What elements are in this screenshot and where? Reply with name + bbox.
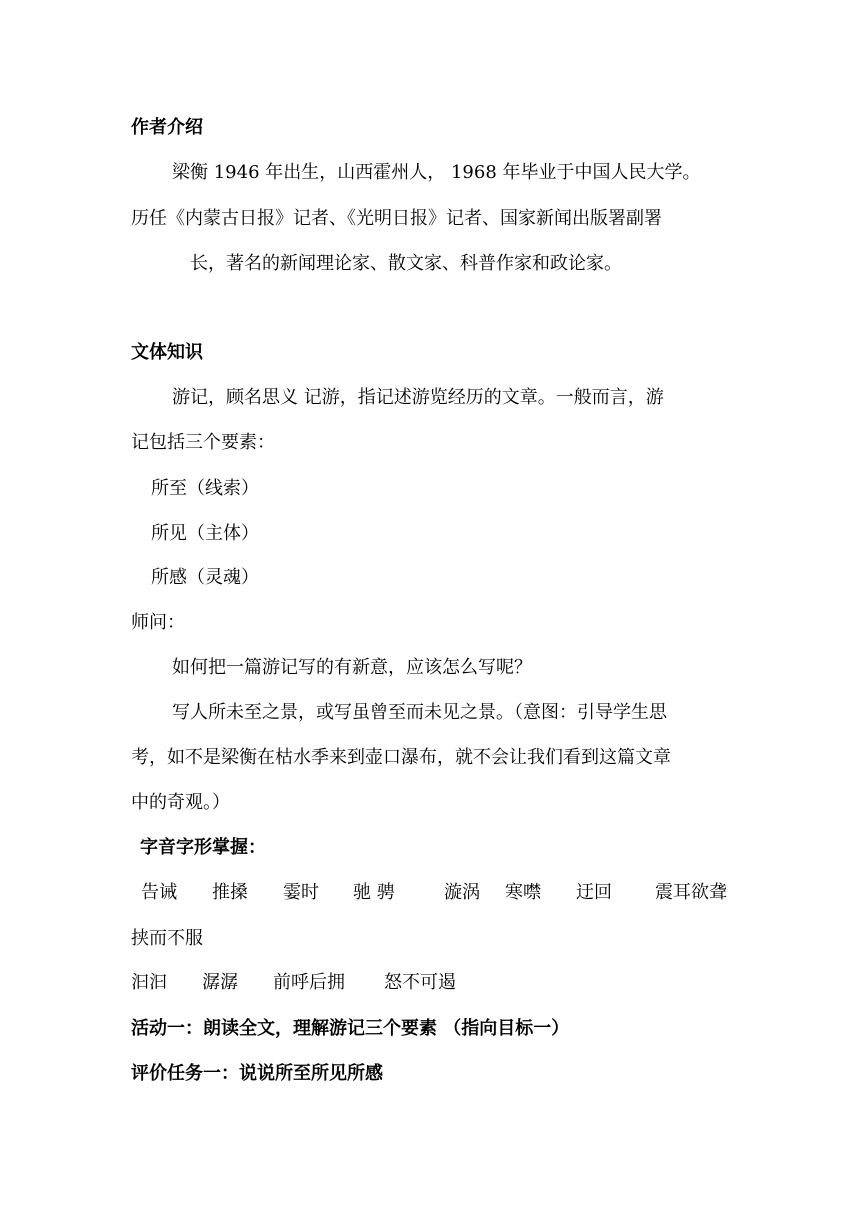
vocab-word: 驰 骋 (353, 882, 395, 903)
vocab-word: 漩涡 (444, 882, 480, 903)
vocab-word: 潺潺 (202, 972, 238, 993)
vocab-word: 汩汩 (131, 972, 167, 993)
activity-title: 活动一：朗读全文，理解游记三个要素 （指向目标一） (131, 1018, 570, 1039)
vocab-row-2: 挟而不服 (131, 928, 203, 949)
vocab-word: 迂回 (576, 882, 612, 903)
genre-line-1: 游记，顾名思义 记游，指记述游览经历的文章。一般而言，游 (172, 387, 664, 408)
author-line-1: 梁衡 1946 年出生，山西霍州人， 1968 年毕业于中国人民大学。 (172, 162, 701, 183)
author-line-3: 长，著名的新闻理论家、散文家、科普作家和政论家。 (190, 253, 622, 274)
genre-line-2: 记包括三个要素： (131, 432, 275, 453)
author-heading: 作者介绍 (131, 117, 203, 138)
teacher-answer-line-2: 考，如不是梁衡在枯水季来到壶口瀑布，就不会让我们看到这篇文章 (131, 747, 671, 768)
vocab-word: 怒不可遏 (384, 972, 456, 993)
vocab-word: 推搡 (212, 882, 248, 903)
vocab-heading: 字音字形掌握： (140, 837, 266, 858)
genre-element-2: 所见（主体） (151, 523, 259, 544)
vocab-row-3 (0, 971, 860, 995)
teacher-answer-line-3: 中的奇观。） (131, 792, 230, 813)
genre-element-1: 所至（线索） (151, 478, 259, 499)
teacher-answer-line-1: 写人所未至之景，或写虽曾至而未见之景。（意图：引导学生思 (172, 702, 667, 723)
evaluation-task: 评价任务一：说说所至所见所感 (131, 1063, 383, 1084)
genre-element-3: 所感（灵魂） (151, 567, 259, 588)
teacher-label: 师问： (131, 612, 185, 633)
vocab-word: 前呼后拥 (273, 972, 345, 993)
vocab-word: 告诫 (141, 882, 177, 903)
vocab-word: 寒噤 (505, 882, 541, 903)
vocab-word: 霎时 (283, 882, 319, 903)
genre-heading: 文体知识 (131, 342, 203, 363)
author-line-2: 历任《内蒙古日报》记者、《光明日报》记者、国家新闻出版署副署 (131, 208, 662, 229)
vocab-word: 震耳欲聋 (655, 882, 727, 903)
vocab-row-1 (0, 881, 860, 905)
teacher-question: 如何把一篇游记写的有新意，应该怎么写呢？ (172, 657, 532, 678)
